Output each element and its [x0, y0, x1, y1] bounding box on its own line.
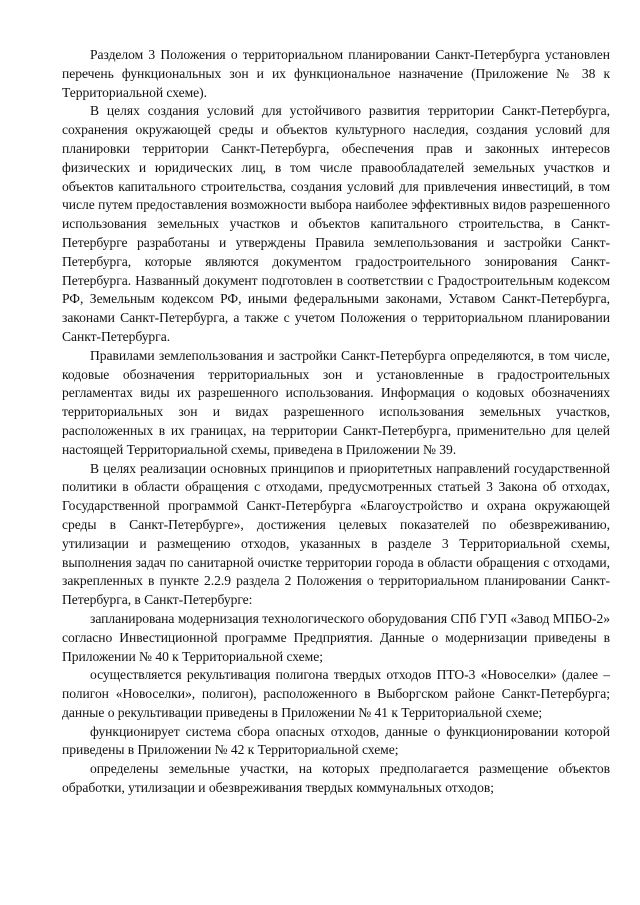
paragraph-hazardous-waste-system: функционирует система сбора опасных отходов, данные о функционировании которой приведены в Приложении № 42 к Территориальной схеме; [62, 723, 610, 758]
document-body [62, 46, 610, 798]
paragraph-mpbo-modernization: запланирована модернизация технологического оборудования СПб ГУП «Завод МПБО-2» согласно Инвестиционной программе Предприятия. Данные о модернизации приведены в Приложении № 40 к Территориальной схеме; [62, 610, 610, 664]
paragraph-land-plots: определены земельные участки, на которых предполагается размещение объектов обработки, утилизации и обезвреживания твердых коммунальных отходов; [62, 761, 610, 796]
paragraph-zone-codes: Правилами землепользования и застройки Санкт-Петербурга определяются, в том числе, кодовые обозначения территориальных зон и установленные в градостроительных регламентах виды их разрешенного использования. Информация о кодовых обозначениях территориальных зон и видах разрешенного использования земельных участков, расположенных в их границах, на территории Санкт-Петербурга, применительно для целей настоящей Территориальной схемы, приведена в Приложении № 39. [62, 347, 610, 457]
paragraph-functional-zones: Разделом 3 Положения о территориальном планировании Санкт-Петербурга установлен перечень функциональных зон и их функциональное назначение (Приложение № 38 к Территориальной схеме). [62, 47, 610, 100]
paragraph-waste-policy: В целях реализации основных принципов и приоритетных направлений государственной политики в области обращения с отходами, предусмотренных статьей 3 Закона об отходах, Государственной программой Санкт-Петербурга «Благоустройство и охрана окружающей среды в Санкт-Петербурге», достижения целевых показателей по обезвреживанию, утилизации и размещению отходов, указанных в разделе 3 Территориальной схемы, выполнения задач по санитарной очистке территории города в области обращения с отходами, закрепленных в пункте 2.2.9 раздела 2 Положения о территориальном планировании Санкт-Петербурга, в Санкт-Петербурге: [62, 460, 610, 608]
paragraph-land-use-rules: В целях создания условий для устойчивого развития территории Санкт-Петербурга, сохранения окружающей среды и объектов культурного наследия, создания условий для планировки территории Санкт-Петербурга, обеспечения прав и законных интересов физических и юридических лиц, в том числе правообладателей земельных участков и объектов капитального строительства, создания условий для привлечения инвестиций, в том числе путем предоставления возможности выбора наиболее эффективных видов разрешенного использования земельных участков и объектов капитального строительства, в Санкт-Петербурге разработаны и утверждены Правила землепользования и застройки Санкт-Петербурга, которые являются документом градостроительного зонирования Санкт-Петербурга. Названный документ подготовлен в соответствии с Градостроительным кодексом РФ, Земельным кодексом РФ, иными федеральными законами, Уставом Санкт-Петербурга, законами Санкт-Петербурга, а также с учетом Положения о территориальном планировании Санкт-Петербурга. [62, 103, 610, 344]
paragraph-novoselki-recultivation: осуществляется рекультивация полигона твердых отходов ПТО-3 «Новоселки» (далее – полигон «Новоселки», полигон), расположенного в Выборгском районе Санкт-Петербурга; данные о рекультивации приведены в Приложении № 41 к Территориальной схеме; [62, 667, 610, 720]
